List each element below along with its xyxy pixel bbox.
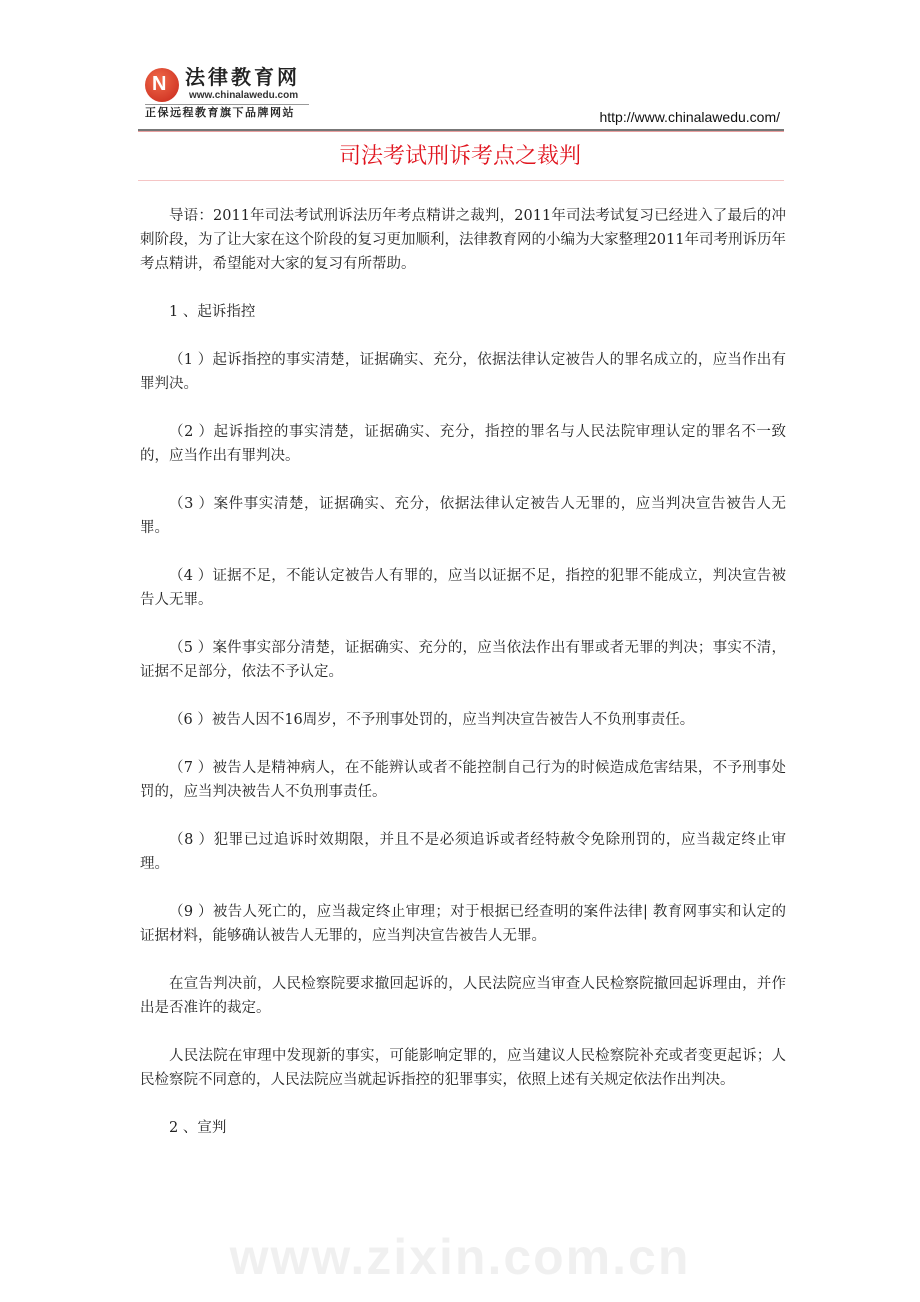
title-rule — [138, 180, 784, 181]
section-heading: 2 、宣判 — [169, 1120, 227, 1136]
paragraph: （1 ）起诉指控的事实清楚，证据确实、充分，依据法律认定被告人的罪名成立的，应当作出有罪判决。 — [140, 352, 786, 392]
logo-emblem-icon: N — [145, 68, 179, 102]
paragraph: 人民法院在审理中发现新的事实，可能影响定罪的，应当建议人民检察院补充或者变更起诉；人民检察院不同意的，人民法院应当就起诉指控的犯罪事实，依照上述有关规定依法作出判决。 — [140, 1048, 786, 1088]
logo-slogan: 正保远程教育旗下品牌网站 — [145, 106, 295, 119]
document-body — [140, 204, 786, 1164]
paragraph: （5 ）案件事实部分清楚，证据确实、充分的，应当依法作出有罪或者无罪的判决；事实不清，证据不足部分，依法不予认定。 — [140, 640, 786, 680]
paragraph: （7 ）被告人是精神病人，在不能辨认或者不能控制自己行为的时候造成危害结果，不予刑事处罚的，应当判决被告人不负刑事责任。 — [140, 760, 786, 800]
paragraph: （6 ）被告人因不16周岁，不予刑事处罚的，应当判决宣告被告人不负刑事责任。 — [169, 712, 695, 728]
paragraph: （8 ）犯罪已过追诉时效期限，并且不是必须追诉或者经特赦令免除刑罚的，应当裁定终止审理。 — [140, 832, 786, 872]
section-heading: 1 、起诉指控 — [169, 304, 256, 320]
header-rule-accent — [138, 131, 784, 132]
paragraph: （3 ）案件事实清楚，证据确实、充分，依据法律认定被告人无罪的，应当判决宣告被告人无罪。 — [140, 496, 786, 536]
logo-url: www.chinalawedu.com — [189, 90, 299, 101]
paragraph: （4 ）证据不足，不能认定被告人有罪的，应当以证据不足，指控的犯罪不能成立，判决宣告被告人无罪。 — [140, 568, 786, 608]
watermark: www.zixin.com.cn — [229, 1229, 691, 1285]
site-logo — [145, 66, 311, 122]
site-url: http://www.chinalawedu.com/ — [599, 109, 780, 125]
paragraph: 在宣告判决前，人民检察院要求撤回起诉的，人民法院应当审查人民检察院撤回起诉理由，并作出是否准许的裁定。 — [140, 976, 786, 1016]
logo-name: 法律教育网 — [185, 65, 300, 89]
document-title: 司法考试刑诉考点之裁判 — [338, 144, 581, 169]
paragraph-intro: 导语：2011年司法考试刑诉法历年考点精讲之裁判，2011年司法考试复习已经进入了最后的冲刺阶段，为了让大家在这个阶段的复习更加顺利，法律教育网的小编为大家整理2011年司考刑诉历年考点精讲，希望能对大家的复习有所帮助。 — [140, 208, 786, 272]
paragraph: （2 ）起诉指控的事实清楚，证据确实、充分，指控的罪名与人民法院审理认定的罪名不一致的，应当作出有罪判决。 — [140, 424, 786, 464]
logo-divider — [145, 104, 309, 105]
paragraph: （9 ）被告人死亡的，应当裁定终止审理；对于根据已经查明的案件法律| 教育网事实和认定的证据材料，能够确认被告人无罪的，应当判决宣告被告人无罪。 — [140, 904, 786, 944]
